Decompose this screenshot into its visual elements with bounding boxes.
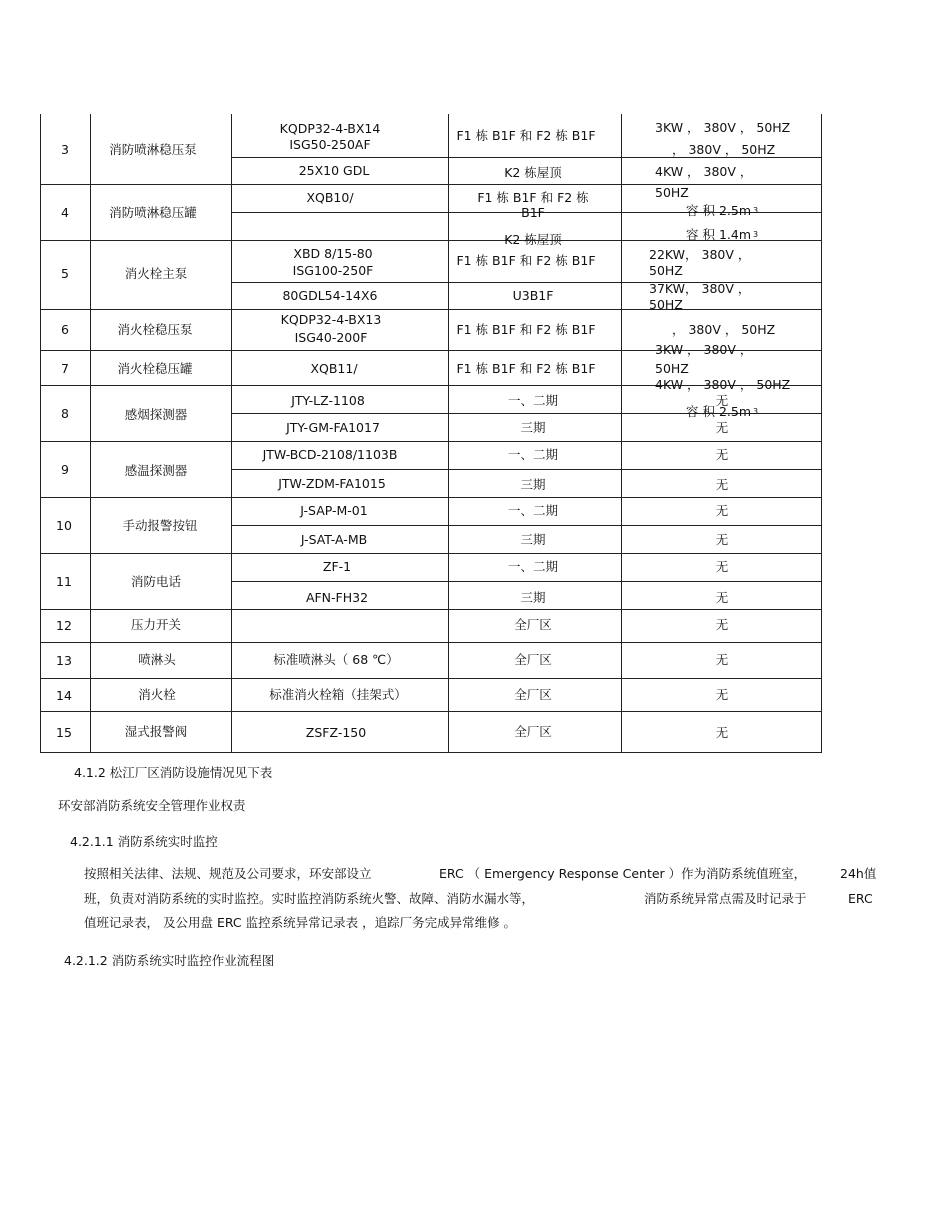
model-cell: XQB10/ bbox=[306, 190, 354, 205]
spec-cell: 50HZ bbox=[649, 263, 683, 278]
location-cell: B1F bbox=[521, 205, 545, 220]
equipment-name: 消火栓稳压泵 bbox=[117, 322, 193, 337]
subsection-title: 4.2.1.1 消防系统实时监控 bbox=[70, 834, 218, 849]
location-cell: 全厂区 bbox=[514, 617, 552, 632]
paragraph-line: 值班记录表， 及公用盘 ERC 监控系统异常记录表 ，追踪厂务完成异常维修 。 bbox=[84, 915, 517, 930]
table-divider bbox=[621, 114, 622, 752]
table-divider bbox=[90, 114, 91, 752]
table-border-right bbox=[821, 114, 822, 752]
equipment-name: 消火栓主泵 bbox=[124, 266, 188, 281]
spec-cell: 无 bbox=[715, 559, 729, 574]
paragraph-line: 消防系统异常点需及时记录于 bbox=[644, 891, 807, 906]
model-cell: KQDP32-4-BX13 bbox=[280, 312, 382, 327]
equipment-name: 湿式报警阀 bbox=[124, 724, 188, 739]
spec-cell: 无 bbox=[715, 393, 729, 408]
equipment-name: 压力开关 bbox=[130, 617, 182, 632]
spec-cell: 无 bbox=[715, 652, 729, 667]
location-cell: 三期 bbox=[520, 477, 546, 492]
row-number: 9 bbox=[61, 462, 69, 477]
model-cell: ZSFZ-150 bbox=[305, 725, 367, 740]
model-cell: 25X10 GDL bbox=[298, 163, 370, 178]
location-cell: F1 栋 B1F 和 F2 栋 B1F bbox=[456, 322, 596, 337]
row-number: 7 bbox=[61, 361, 69, 376]
location-cell: K2 栋屋顶 bbox=[504, 165, 562, 180]
spec-cell: 无 bbox=[715, 725, 729, 740]
location-cell: 三期 bbox=[520, 590, 546, 605]
location-cell: U3B1F bbox=[512, 288, 554, 303]
row-number: 3 bbox=[61, 142, 69, 157]
sub-row-line bbox=[231, 469, 822, 470]
model-cell: 标准消火栓箱（挂架式） bbox=[269, 687, 407, 702]
row-line bbox=[40, 184, 822, 185]
location-cell: F1 栋 B1F 和 F2 栋 B1F bbox=[456, 361, 596, 376]
spec-cell: 无 bbox=[715, 503, 729, 518]
row-line bbox=[40, 441, 822, 442]
subsection-title: 4.2.1.2 消防系统实时监控作业流程图 bbox=[64, 953, 275, 968]
row-number: 12 bbox=[56, 618, 72, 633]
row-number: 10 bbox=[56, 518, 72, 533]
location-cell: 三期 bbox=[520, 420, 546, 435]
model-cell: XQB11/ bbox=[310, 361, 358, 376]
spec-cell: 3KW ， 380V ， 50HZ bbox=[655, 120, 791, 135]
table-border-left bbox=[40, 114, 41, 752]
row-number: 14 bbox=[56, 688, 72, 703]
spec-cell: 50HZ bbox=[655, 185, 689, 200]
location-cell: F1 栋 B1F 和 F2 栋 bbox=[477, 190, 589, 205]
equipment-name: 消火栓稳压罐 bbox=[117, 361, 193, 376]
equipment-name: 喷淋头 bbox=[138, 652, 176, 667]
row-line bbox=[40, 711, 822, 712]
spec-cell: 无 bbox=[715, 447, 729, 462]
equipment-name: 感温探测器 bbox=[124, 463, 188, 478]
spec-cell: 50HZ bbox=[649, 297, 683, 312]
spec-cell: 无 bbox=[715, 420, 729, 435]
equipment-name: 消防喷淋稳压泵 bbox=[109, 142, 197, 157]
model-cell: JTW-ZDM-FA1015 bbox=[278, 476, 386, 491]
section-title: 环安部消防系统安全管理作业权责 bbox=[58, 798, 246, 813]
row-line bbox=[40, 309, 822, 310]
spec-cell: 无 bbox=[715, 532, 729, 547]
model-cell: ISG100-250F bbox=[292, 263, 374, 278]
model-cell: AFN-FH32 bbox=[305, 590, 369, 605]
location-cell: 一、二期 bbox=[507, 447, 559, 462]
location-cell: 三期 bbox=[520, 532, 546, 547]
location-cell: 一、二期 bbox=[507, 503, 559, 518]
model-cell: ZF-1 bbox=[322, 559, 352, 574]
model-cell: ISG40-200F bbox=[294, 330, 368, 345]
location-cell: 一、二期 bbox=[507, 559, 559, 574]
row-number: 13 bbox=[56, 653, 72, 668]
spec-cell: ， 380V ， 50HZ bbox=[672, 322, 776, 337]
spec-cell: 无 bbox=[715, 617, 729, 632]
row-number: 8 bbox=[61, 406, 69, 421]
model-cell: JTW-BCD-2108/1103B bbox=[262, 447, 398, 462]
equipment-name: 消防喷淋稳压罐 bbox=[109, 205, 197, 220]
row-number: 5 bbox=[61, 266, 69, 281]
spec-cell: 容 积 2.5m $^3$ bbox=[686, 203, 759, 218]
row-line bbox=[40, 609, 822, 610]
location-cell: 一、二期 bbox=[507, 393, 559, 408]
equipment-name: 消火栓 bbox=[138, 687, 176, 702]
spec-cell: 无 bbox=[715, 590, 729, 605]
row-line bbox=[40, 678, 822, 679]
row-line bbox=[40, 497, 822, 498]
equipment-name: 感烟探测器 bbox=[124, 407, 188, 422]
spec-cell: 容 积 2.5m $^3$ bbox=[686, 404, 759, 419]
paragraph-line: 班，负责对消防系统的实时监控。实时监控消防系统火警、故障、消防水漏水等， bbox=[84, 891, 535, 906]
equipment-name: 消防电话 bbox=[130, 574, 182, 589]
model-cell: XBD 8/15-80 bbox=[293, 246, 373, 261]
model-cell: J-SAP-M-01 bbox=[300, 503, 368, 518]
paragraph-line: ERC （ Emergency Response Center ）作为消防系统值班室， bbox=[439, 866, 807, 881]
location-cell: 全厂区 bbox=[514, 652, 552, 667]
location-cell: F1 栋 B1F 和 F2 栋 B1F bbox=[456, 253, 596, 268]
row-number: 11 bbox=[56, 574, 72, 589]
spec-cell: 50HZ bbox=[655, 361, 689, 376]
sub-row-line bbox=[231, 525, 822, 526]
model-cell: ISG50-250AF bbox=[289, 137, 371, 152]
model-cell: 标准喷淋头（ 68 ℃） bbox=[273, 652, 399, 667]
model-cell: 80GDL54-14X6 bbox=[282, 288, 378, 303]
table-caption: 4.1.2 松江厂区消防设施情况见下表 bbox=[74, 765, 273, 780]
model-cell: JTY-LZ-1108 bbox=[291, 393, 365, 408]
row-line bbox=[40, 553, 822, 554]
row-number: 15 bbox=[56, 725, 72, 740]
spec-cell: 22KW， 380V ， bbox=[649, 247, 751, 262]
sub-row-line bbox=[231, 581, 822, 582]
location-cell: 全厂区 bbox=[514, 687, 552, 702]
location-cell: K2 栋屋顶 bbox=[504, 232, 562, 247]
row-number: 6 bbox=[61, 322, 69, 337]
spec-cell: 4KW ， 380V ， bbox=[655, 164, 753, 179]
model-cell: KQDP32-4-BX14 bbox=[279, 121, 381, 136]
row-line bbox=[40, 642, 822, 643]
spec-cell: ， 380V ， 50HZ bbox=[672, 142, 776, 157]
paragraph-line: 24h值 bbox=[840, 866, 877, 881]
spec-cell: 37KW， 380V ， bbox=[649, 281, 751, 296]
spec-cell: 无 bbox=[715, 687, 729, 702]
spec-cell: 3KW ， 380V ， bbox=[655, 342, 753, 357]
location-cell: 全厂区 bbox=[514, 724, 552, 739]
sub-row-line bbox=[231, 157, 822, 158]
table-divider bbox=[231, 114, 232, 752]
spec-cell: 4KW ， 380V ， 50HZ bbox=[655, 377, 791, 392]
paragraph-line: 按照相关法律、法规、规范及公司要求，环安部设立 bbox=[84, 866, 372, 881]
row-line bbox=[40, 752, 822, 753]
model-cell: JTY-GM-FA1017 bbox=[286, 420, 380, 435]
spec-cell: 无 bbox=[715, 477, 729, 492]
equipment-name: 手动报警按钮 bbox=[122, 518, 198, 533]
location-cell: F1 栋 B1F 和 F2 栋 B1F bbox=[456, 128, 596, 143]
paragraph-line: ERC bbox=[848, 891, 873, 906]
model-cell: J-SAT-A-MB bbox=[300, 532, 368, 547]
spec-cell: 容 积 1.4m $^3$ bbox=[686, 227, 759, 242]
row-number: 4 bbox=[61, 205, 69, 220]
table-divider bbox=[448, 114, 449, 752]
